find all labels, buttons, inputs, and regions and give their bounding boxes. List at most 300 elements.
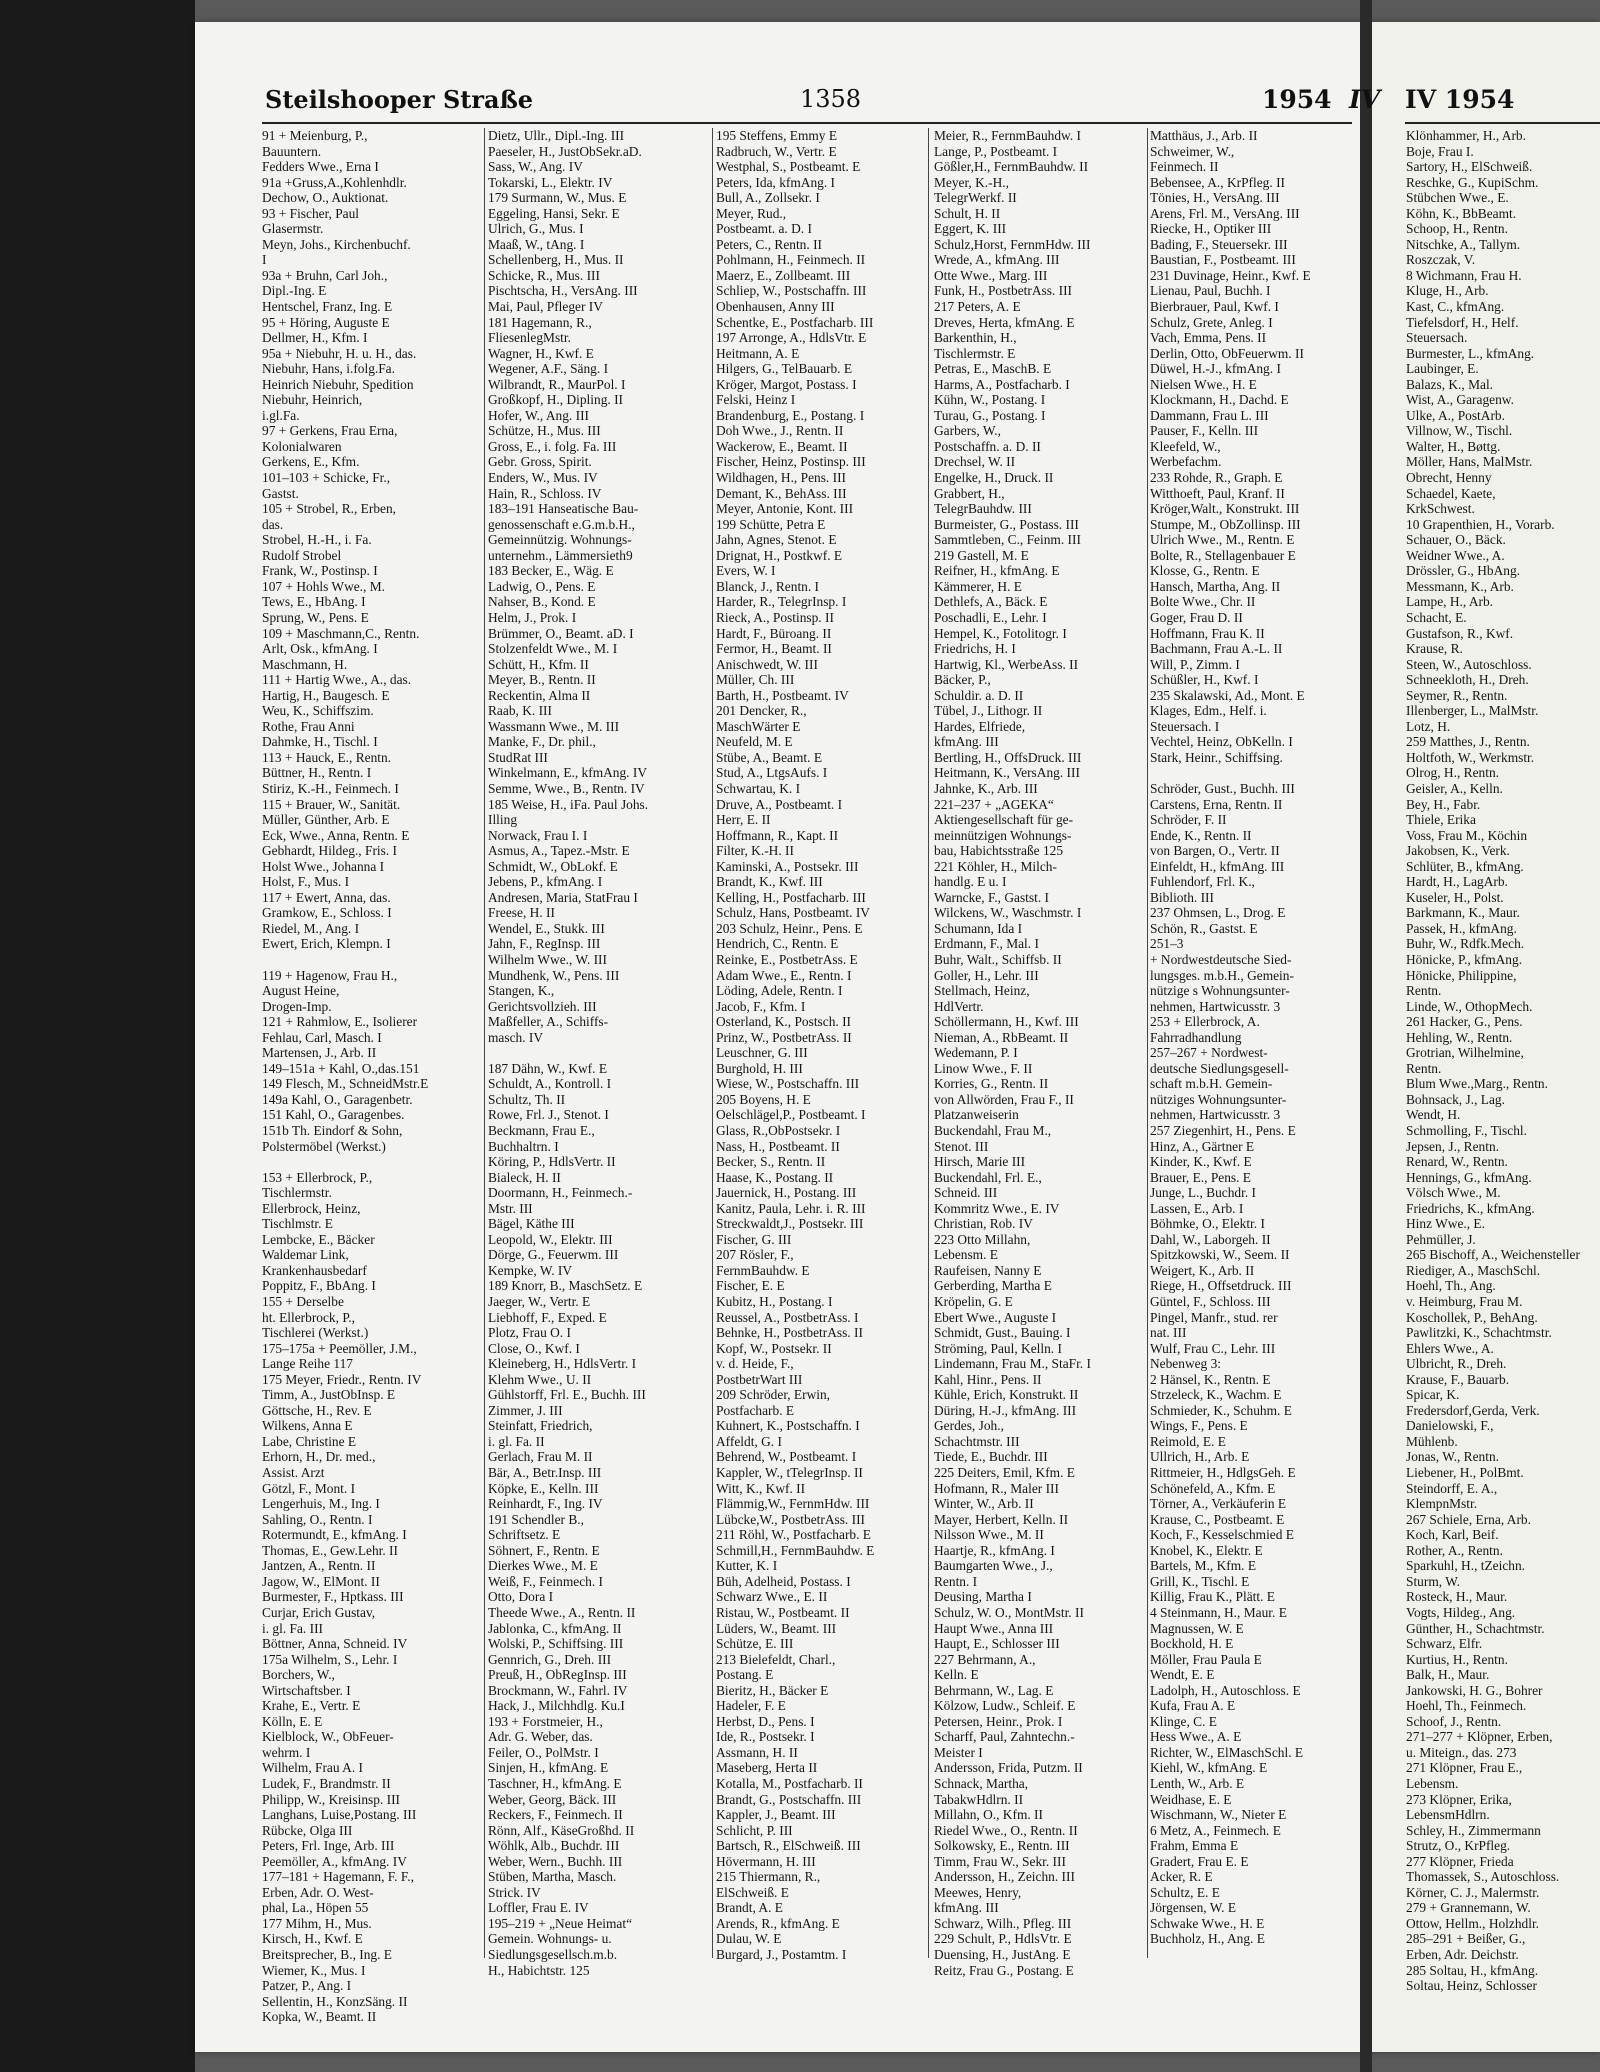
- directory-entry: Ladwig, O., Pens. E: [488, 578, 596, 594]
- directory-entry: Rother, A., Rentn.: [1406, 1542, 1503, 1558]
- directory-entry: 231 Duvinage, Heinr., Kwf. E: [1150, 267, 1311, 283]
- directory-entry: Löding, Adele, Rentn. I: [716, 983, 843, 999]
- directory-entry: Bertling, H., OffsDruck. III: [934, 749, 1082, 765]
- directory-entry: Herbst, D., Pens. I: [716, 1713, 815, 1729]
- directory-entry: Roszczak, V.: [1406, 252, 1476, 268]
- directory-entry: Kelln. E: [934, 1667, 979, 1683]
- directory-entry: Fahrradhandlung: [1150, 1029, 1242, 1045]
- directory-entry: Schulz, W. O., MontMstr. II: [934, 1604, 1084, 1620]
- directory-entry: Witthoeft, Paul, Kranf. II: [1150, 485, 1285, 501]
- directory-entry: 151b Th. Eindorf & Sohn,: [262, 1123, 403, 1138]
- directory-entry: KlempnMstr.: [1406, 1496, 1478, 1512]
- directory-entry: Drössler, G., HbAng.: [1406, 563, 1521, 579]
- directory-entry: Raab, K. III: [488, 703, 552, 719]
- year-label: 1954: [1262, 85, 1332, 114]
- directory-entry: Illing: [488, 812, 518, 828]
- directory-entry: Burghold, H. III: [716, 1060, 803, 1076]
- directory-entry: Wilkens, Anna E: [262, 1418, 353, 1434]
- directory-entry: FernmBauhdw. E: [716, 1262, 810, 1278]
- directory-entry: Hönicke, Philippine,: [1406, 967, 1517, 983]
- directory-entry: 121 + Rahmlow, E., Isolierer: [262, 1014, 418, 1030]
- directory-entry: Wilhelm Wwe., W. III: [488, 951, 607, 967]
- directory-entry: Feiler, O., PolMstr. I: [488, 1744, 599, 1760]
- directory-entry: Kurtius, H., Rentn.: [1406, 1651, 1508, 1667]
- directory-entry: Riedel Wwe., O., Rentn. II: [934, 1822, 1078, 1838]
- directory-entry: Rentn.: [1406, 983, 1442, 999]
- directory-entry: Düring, H.-J., kfmAng. III: [934, 1402, 1077, 1418]
- header-rule: [262, 122, 1352, 124]
- directory-entry: Tischlermstr. E: [934, 345, 1016, 361]
- adjacent-page-column: [1406, 128, 1600, 1994]
- directory-entry: Sinjen, H., kfmAng. E: [488, 1760, 609, 1776]
- directory-entry: Assist. Arzt: [262, 1465, 325, 1481]
- directory-entry: Rentn. I: [934, 1573, 978, 1589]
- directory-entry: Kopka, W., Beamt. II: [262, 2009, 377, 2025]
- directory-entry: Balazs, K., Mal.: [1406, 376, 1494, 392]
- directory-entry: Strutz, O., KrPfleg.: [1406, 1838, 1511, 1854]
- directory-entry: Rudolf Strobel: [262, 547, 342, 563]
- directory-entry: Leuschner, G. III: [716, 1045, 808, 1061]
- directory-entry: Wildhagen, H., Pens. III: [716, 470, 846, 486]
- directory-entry: Jantzen, A., Rentn. II: [262, 1558, 376, 1574]
- directory-entry: Brandt, A. E: [716, 1900, 783, 1916]
- directory-entry: Stübchen Wwe., E.: [1406, 190, 1509, 206]
- directory-entry: Drechsel, W. II: [934, 454, 1016, 470]
- directory-entry: Boje, Frau I.: [1406, 143, 1474, 159]
- directory-entry: Burgard, J., Postamtm. I: [716, 1946, 847, 1962]
- directory-entry: Goller, H., Lehr. III: [934, 967, 1039, 983]
- directory-entry: 105 + Strobel, R., Erben,: [262, 501, 397, 517]
- directory-entry: Weiß, F., Feinmech. I: [488, 1573, 603, 1589]
- directory-entry: Doormann, H., Feinmech.-: [488, 1185, 633, 1201]
- directory-entry: Niebuhr, Heinrich,: [262, 392, 363, 408]
- directory-entry: Burmeister, G., Postass. III: [934, 516, 1079, 532]
- directory-entry: Brümmer, O., Beamt. aD. I: [488, 625, 634, 641]
- directory-entry: Bolte Wwe., Chr. II: [1150, 594, 1256, 610]
- directory-entry: Nitschke, A., Tallym.: [1406, 236, 1521, 252]
- directory-entry: Bockhold, H. E: [1150, 1636, 1234, 1652]
- directory-entry: Heitmann, K., VersAng. III: [934, 765, 1080, 781]
- directory-entry: Reinhardt, F., Ing. IV: [488, 1496, 603, 1512]
- directory-entry: Kröger,Walt., Konstrukt. III: [1150, 501, 1300, 517]
- directory-entry: Bartsch, R., ElSchweiß. III: [716, 1838, 861, 1854]
- directory-entry: Mühlenb.: [1406, 1433, 1458, 1449]
- directory-entry: Winter, W., Arb. II: [934, 1496, 1034, 1512]
- directory-entry: Friedrichs, K., kfmAng.: [1406, 1200, 1535, 1216]
- directory-entry: Hentschel, Franz, Ing. E: [262, 299, 393, 315]
- directory-entry: Hehling, W., Rentn.: [1406, 1029, 1513, 1045]
- directory-entry: Arends, R., kfmAng. E: [716, 1915, 840, 1931]
- directory-entry: Kotalla, M., Postfacharb. II: [716, 1775, 863, 1791]
- directory-entry: Ehlers Wwe., A.: [1406, 1340, 1494, 1356]
- directory-entry: Winkelmann, E., kfmAng. IV: [488, 765, 648, 781]
- directory-entry: 259 Matthes, J., Rentn.: [1406, 734, 1530, 750]
- directory-entry: Timm, A., JustObInsp. E: [262, 1387, 396, 1403]
- directory-entry: Buhr, Walt., Schiffsb. II: [934, 951, 1062, 967]
- directory-entry: Brandt, K., Kwf. III: [716, 874, 823, 890]
- directory-entry: Jaeger, W., Vertr. E: [488, 1294, 591, 1310]
- directory-entry: Schoop, H., Rentn.: [1406, 221, 1508, 237]
- directory-entry: Adr. G. Weber, das.: [488, 1729, 593, 1745]
- directory-entry: Laubinger, E.: [1406, 361, 1479, 377]
- directory-entry: Hönicke, P., kfmAng.: [1406, 951, 1523, 967]
- directory-entry: Kölzow, Ludw., Schleif. E: [934, 1698, 1076, 1714]
- directory-entry: 193 + Forstmeier, H.,: [488, 1713, 603, 1729]
- directory-entry: 251–3: [1150, 936, 1184, 952]
- directory-entry: + Nordwestdeutsche Sied-: [1150, 951, 1292, 967]
- directory-entry: nütziges Wohnungsunter-: [1150, 1091, 1287, 1107]
- directory-entry: Schüßler, H., Kwf. I: [1150, 672, 1259, 688]
- directory-entry: Stiriz, K.-H., Feinmech. I: [262, 780, 399, 796]
- directory-entry: Reckers, F., Feinmech. II: [488, 1807, 623, 1823]
- directory-entry: Kopf, W., Postsekr. II: [716, 1340, 832, 1356]
- directory-entry: Borchers, W.,: [262, 1667, 335, 1683]
- directory-entry: Nilsson Wwe., M. II: [934, 1527, 1044, 1543]
- directory-entry: Schmill,H., FernmBauhdw. E: [716, 1542, 875, 1558]
- directory-entry: 195–219 + „Neue Heimat“: [488, 1915, 633, 1931]
- directory-entry: Reimold, E. E: [1150, 1433, 1226, 1449]
- directory-entry: Reinke, E., PostbetrAss. E: [716, 951, 858, 967]
- directory-entry: masch. IV: [488, 1029, 544, 1045]
- directory-entry: Krause, F., Bauarb.: [1406, 1371, 1510, 1387]
- directory-entry: Jonas, W., Rentn.: [1406, 1449, 1499, 1465]
- directory-entry: handlg. E u. I: [934, 874, 1007, 890]
- directory-entry: Lübcke,W., PostbetrAss. III: [716, 1511, 866, 1527]
- directory-entry: Olrog, H., Rentn.: [1406, 765, 1499, 781]
- directory-entry: Klönhammer, H., Arb.: [1406, 128, 1526, 143]
- directory-entry: Harms, A., Postfacharb. I: [934, 376, 1070, 392]
- directory-entry: Hoehl, Th., Ang.: [1406, 1278, 1496, 1294]
- directory-entry: Pehmüller, J.: [1406, 1231, 1476, 1247]
- directory-entry: 209 Schröder, Erwin,: [716, 1387, 831, 1403]
- directory-entry: Steuersach.: [1406, 330, 1468, 346]
- directory-entry: Plotz, Frau O. I: [488, 1325, 571, 1341]
- directory-entry: Ladolph, H., Autoschloss. E: [1150, 1682, 1301, 1698]
- directory-entry: 221–237 + „AGEKA“: [934, 796, 1054, 812]
- directory-entry: Behrmann, W., Lag. E: [934, 1682, 1054, 1698]
- directory-entry: Theede Wwe., A., Rentn. II: [488, 1604, 636, 1620]
- directory-entry: Tischlmstr. E: [262, 1216, 333, 1232]
- directory-entry: Sparkuhl, H., tZeichn.: [1406, 1558, 1526, 1574]
- directory-entry: Deusing, Martha I: [934, 1589, 1032, 1605]
- directory-entry: Biblioth. III: [1150, 889, 1214, 905]
- directory-entry: Hirsch, Marie III: [934, 1154, 1026, 1170]
- directory-entry: 183 Becker, E., Wäg. E: [488, 563, 614, 579]
- directory-entry: Timm, Frau W., Sekr. III: [934, 1853, 1066, 1869]
- directory-entry: Schoof, J., Rentn.: [1406, 1713, 1502, 1729]
- directory-entry: Dipl.-Ing. E: [262, 283, 327, 299]
- directory-entry: Holst Wwe., Johanna I: [262, 858, 385, 874]
- directory-entry: Rieck, A., Postinsp. II: [716, 609, 834, 625]
- directory-entry: Brandt, G., Postschaffn. III: [716, 1791, 862, 1807]
- directory-entry: Reussel, A., PostbetrAss. I: [716, 1309, 859, 1325]
- directory-entry: Christian, Rob. IV: [934, 1216, 1033, 1232]
- directory-entry: Rowe, Frl. J., Stenot. I: [488, 1107, 609, 1123]
- directory-entry: Dechow, O., Auktionat.: [262, 190, 389, 206]
- directory-entry: Preuß, H., ObRegInsp. III: [488, 1667, 627, 1683]
- directory-entry: 267 Schiele, Erna, Arb.: [1406, 1511, 1531, 1527]
- directory-entry: 187 Dähn, W., Kwf. E: [488, 1060, 608, 1076]
- directory-entry: 107 + Hohls Wwe., M.: [262, 578, 385, 594]
- directory-entry: Hilgers, G., TelBauarb. E: [716, 361, 853, 377]
- directory-entry: Lassen, E., Arb. I: [1150, 1200, 1244, 1216]
- directory-entry: Prinz, W., PostbetrAss. II: [716, 1029, 852, 1045]
- directory-entry: Riege, H., Offsetdruck. III: [1150, 1278, 1292, 1294]
- directory-entry: deutsche Siedlungsgesell-: [1150, 1060, 1289, 1076]
- directory-entry: Jebens, P., kfmAng. I: [488, 874, 603, 890]
- directory-entry: Meewes, Henry,: [934, 1884, 1022, 1900]
- directory-entry: 285 Soltau, H., kfmAng.: [1406, 1962, 1539, 1978]
- directory-entry: 279 + Grannemann, W.: [1406, 1900, 1531, 1916]
- directory-entry: Lotz, H.: [1406, 718, 1451, 734]
- directory-entry: Tischlerei (Werkst.): [262, 1325, 369, 1341]
- directory-entry: Philipp, W., Kreisinsp. III: [262, 1791, 400, 1807]
- directory-entry: Günther, H., Schachtmstr.: [1406, 1620, 1545, 1636]
- directory-entry: Schuldir. a. D. II: [934, 687, 1024, 703]
- directory-entry: Walter, H., Bøttg.: [1406, 438, 1501, 454]
- directory-entry: [262, 1154, 480, 1170]
- directory-entry: Heitmann, A. E: [716, 345, 800, 361]
- directory-entry: Bey, H., Fabr.: [1406, 796, 1481, 812]
- directory-entry: Dörge, G., Feuerwm. III: [488, 1247, 619, 1263]
- directory-entry: Hempel, K., Fotolitogr. I: [934, 625, 1067, 641]
- directory-entry: Labe, Christine E: [262, 1433, 357, 1449]
- directory-entry: Böhmke, O., Elektr. I: [1150, 1216, 1265, 1232]
- directory-entry: Gross, E., i. folg. Fa. III: [488, 438, 617, 454]
- directory-entry: 6 Metz, A., Feinmech. E: [1150, 1822, 1281, 1838]
- directory-entry: 191 Schendler B.,: [488, 1511, 584, 1527]
- directory-entry: 97 + Gerkens, Frau Erna,: [262, 423, 398, 439]
- directory-entry: Kast, C., kfmAng.: [1406, 299, 1505, 315]
- directory-entry: Krause, R.: [1406, 641, 1463, 657]
- directory-entry: Hinz, A., Gärtner E: [1150, 1138, 1255, 1154]
- directory-entry: Close, O., Kwf. I: [488, 1340, 580, 1356]
- directory-entry: Gramkow, E., Schloss. I: [262, 905, 392, 921]
- directory-entry: Langhans, Luise,Postang. III: [262, 1807, 417, 1823]
- directory-entry: Obenhausen, Anny III: [716, 299, 835, 315]
- directory-entry: 113 + Hauck, E., Rentn.: [262, 749, 392, 765]
- directory-entry: Richter, W., ElMaschSchl. E: [1150, 1744, 1304, 1760]
- directory-entry: Andersson, Frida, Putzm. II: [934, 1760, 1083, 1776]
- directory-entry: Stark, Heinr., Schiffsing.: [1150, 749, 1283, 765]
- directory-entry: Postschaffn. a. D. II: [934, 438, 1041, 454]
- directory-entry: Stumpe, M., ObZollinsp. III: [1150, 516, 1301, 532]
- directory-entry: Hoffmann, R., Kapt. II: [716, 827, 839, 843]
- directory-entry: Platzanweiserin: [934, 1107, 1019, 1123]
- directory-entry: Stübe, A., Beamt. E: [716, 749, 822, 765]
- directory-entry: Schley, H., Zimmermann: [1406, 1822, 1541, 1838]
- directory-entry: 195 Steffens, Emmy E: [716, 128, 837, 143]
- directory-entry: Gebhardt, Hildeg., Fris. I: [262, 843, 397, 859]
- directory-entry: Wiemer, K., Mus. I: [262, 1962, 366, 1978]
- directory-entry: 213 Bielefeldt, Charl.,: [716, 1651, 836, 1667]
- street-heading: Steilshooper Straße: [265, 85, 534, 114]
- directory-entry: Stellmach, Heinz,: [934, 983, 1030, 999]
- directory-entry: Rittmeier, H., HdlgsGeh. E: [1150, 1465, 1296, 1481]
- directory-entry: Dammann, Frau L. III: [1150, 407, 1269, 423]
- directory-entry: Brockmann, W., Fahrl. IV: [488, 1682, 628, 1698]
- directory-entry: Maseberg, Herta II: [716, 1760, 818, 1776]
- directory-entry: 2 Hänsel, K., Rentn. E: [1150, 1371, 1271, 1387]
- directory-entry: Strzeleck, K., Wachm. E: [1150, 1387, 1282, 1403]
- directory-entry: Matthäus, J., Arb. II: [1150, 128, 1258, 143]
- directory-entry: Rotermundt, E., kfmAng. I: [262, 1527, 407, 1543]
- directory-entry: Buchholz, H., Ang. E: [1150, 1931, 1265, 1947]
- directory-entry: Schlüter, B., kfmAng.: [1406, 858, 1524, 874]
- directory-entry: Nieman, A., RbBeamt. II: [934, 1029, 1069, 1045]
- directory-entry: Dreves, Herta, kfmAng. E: [934, 314, 1075, 330]
- directory-entry: Schneid. III: [934, 1185, 998, 1201]
- directory-entry: Messmann, K., Arb.: [1406, 578, 1514, 594]
- directory-entry: Hack, J., Milchhdlg. Ku.I: [488, 1698, 625, 1714]
- directory-entry: Junge, L., Buchdr. I: [1150, 1185, 1256, 1201]
- directory-entry: Fischer, Heinz, Postinsp. III: [716, 454, 866, 470]
- directory-entry: Gustafson, R., Kwf.: [1406, 625, 1514, 641]
- directory-entry: Bägel, Käthe III: [488, 1216, 575, 1232]
- directory-entry: Weber, Georg, Bäck. III: [488, 1791, 617, 1807]
- directory-entry: Kelling, H., Postfacharb. III: [716, 889, 866, 905]
- directory-entry: Scharff, Paul, Zahntechn.-: [934, 1729, 1075, 1745]
- directory-entry: Jörgensen, W. E: [1150, 1900, 1237, 1916]
- directory-entry: lungsges. m.b.H., Gemein-: [1150, 967, 1294, 983]
- directory-entry: Schneekloth, H., Dreh.: [1406, 672, 1529, 688]
- directory-entry: Drignat, H., Postkwf. E: [716, 547, 843, 563]
- directory-entry: Kolonialwaren: [262, 438, 342, 454]
- directory-entry: 201 Dencker, R.,: [716, 703, 807, 719]
- directory-entry: Steen, W., Autoschloss.: [1406, 656, 1532, 672]
- directory-entry: Korries, G., Rentn. II: [934, 1076, 1049, 1092]
- directory-entry: Bohnsack, J., Lag.: [1406, 1091, 1505, 1107]
- directory-entry: Lengerhuis, M., Ing. I: [262, 1496, 380, 1512]
- directory-entry: 177–181 + Hagemann, F. F.,: [262, 1869, 414, 1885]
- directory-entry: Hartig, H., Baugesch. E: [262, 687, 390, 703]
- directory-entry: 10 Grapenthien, H., Vorarb.: [1406, 516, 1555, 532]
- directory-entry: 261 Hacker, G., Pens.: [1406, 1014, 1523, 1030]
- directory-entry: Kanitz, Paula, Lehr. i. R. III: [716, 1200, 866, 1216]
- directory-entry: 8 Wichmann, Frau H.: [1406, 267, 1522, 283]
- district-label: IV: [1349, 85, 1381, 114]
- directory-entry: 271 Klöpner, Frau E.,: [1406, 1760, 1523, 1776]
- directory-entry: Maschmann, H.: [262, 656, 348, 672]
- directory-entry: Pawlitzki, K., Schachtmstr.: [1406, 1325, 1552, 1341]
- directory-entry: 219 Gastell, M. E: [934, 547, 1029, 563]
- directory-entry: Liebhoff, F., Exped. E: [488, 1309, 607, 1325]
- directory-entry: KrkSchwest.: [1406, 501, 1475, 517]
- directory-entry: Petras, E., MaschB. E: [934, 361, 1052, 377]
- directory-entry: Meyn, Johs., Kirchenbuchf.: [262, 236, 411, 252]
- directory-entry: Grabbert, H.,: [934, 485, 1005, 501]
- directory-entry: Warncke, F., Gastst. I: [934, 889, 1049, 905]
- directory-entry: Friedrichs, H. I: [934, 641, 1016, 657]
- directory-entry: Ebert Wwe., Auguste I: [934, 1309, 1057, 1325]
- directory-entry: Evers, W. I: [716, 563, 776, 579]
- directory-entry: 257–267 + Nordwest-: [1150, 1045, 1268, 1061]
- directory-entry: Bachmann, Frau A.-L. II: [1150, 641, 1283, 657]
- directory-entry: Wedemann, P. I: [934, 1045, 1018, 1061]
- directory-entry: Kutter, K. I: [716, 1558, 778, 1574]
- directory-entry: Schröder, Gust., Buchh. III: [1150, 780, 1295, 796]
- directory-entry: Sahling, O., Rentn. I: [262, 1511, 373, 1527]
- directory-entry: 207 Rösler, F.,: [716, 1247, 794, 1263]
- directory-entry: Haupt Wwe., Anna III: [934, 1620, 1054, 1636]
- directory-entry: Kuhnert, K., Postschaffn. I: [716, 1418, 860, 1434]
- directory-entry: Lebensm. E: [934, 1247, 998, 1263]
- directory-entry: Düwel, H.-J., kfmAng. I: [1150, 361, 1281, 377]
- directory-entry: Balk, H., Maur.: [1406, 1667, 1490, 1683]
- directory-entry: Sprung, W., Pens. E: [262, 609, 369, 625]
- directory-entry: Riecke, H., Optiker III: [1150, 221, 1272, 237]
- directory-entry: Killig, Frau K., Plätt. E: [1150, 1589, 1275, 1605]
- directory-entry: 95a + Niebuhr, H. u. H., das.: [262, 345, 417, 361]
- directory-entry: Fredersdorf,Gerda, Verk.: [1406, 1402, 1540, 1418]
- directory-entry: Schellenberg, H., Mus. II: [488, 252, 624, 268]
- directory-entry: Strobel, H.-H., i. Fa.: [262, 532, 372, 548]
- directory-entry: Reckentin, Alma II: [488, 687, 591, 703]
- directory-entry: Helm, J., Prok. I: [488, 609, 577, 625]
- directory-entry: Schumann, Ida I: [934, 920, 1023, 936]
- directory-entry: Weigert, K., Arb. II: [1150, 1262, 1255, 1278]
- directory-entry: Kühle, Erich, Konstrukt. II: [934, 1387, 1079, 1403]
- directory-entry: Bialeck, H. II: [488, 1169, 561, 1185]
- directory-entry: 149 Flesch, M., SchneidMstr.E: [262, 1076, 429, 1092]
- directory-entry: Oelschlägel,P., Postbeamt. I: [716, 1107, 866, 1123]
- directory-entry: 215 Thiermann, R.,: [716, 1869, 821, 1885]
- directory-entry: Thiele, Erika: [1406, 812, 1476, 828]
- directory-entry: Tönies, H., VersAng. III: [1150, 190, 1280, 206]
- directory-entry: Wendt, H.: [1406, 1107, 1461, 1123]
- directory-entry: Lebensm.: [1406, 1775, 1459, 1791]
- directory-entry: Bartels, M., Kfm. E: [1150, 1558, 1256, 1574]
- column-divider: [928, 128, 929, 1958]
- directory-entry: Soltau, Heinz, Schlosser: [1406, 1978, 1537, 1994]
- directory-entry: Köhn, K., BbBeamt.: [1406, 205, 1517, 221]
- directory-entry: Gastst.: [262, 485, 299, 501]
- directory-entry: Jauernick, H., Postang. III: [716, 1185, 857, 1201]
- directory-entry: Ulbricht, R., Dreh.: [1406, 1356, 1507, 1372]
- directory-entry: Jakobsen, K., Verk.: [1406, 843, 1510, 859]
- directory-entry: Baustian, F., Postbeamt. III: [1150, 252, 1296, 268]
- directory-entry: Schwake Wwe., H. E: [1150, 1915, 1265, 1931]
- directory-entry: 273 Klöpner, Erika,: [1406, 1791, 1512, 1807]
- directory-entry: Patzer, P., Ang. I: [262, 1978, 352, 1994]
- directory-entry: Feinmech. II: [1150, 159, 1219, 175]
- directory-entry: Lampe, H., Arb.: [1406, 594, 1494, 610]
- directory-entry: 203 Schulz, Heinr., Pens. E: [716, 920, 863, 936]
- directory-entry: Burmester, L., kfmAng.: [1406, 345, 1535, 361]
- directory-entry: Schultz, Th. II: [488, 1091, 566, 1107]
- directory-entry: LebensmHdlrn.: [1406, 1807, 1490, 1823]
- directory-entry: Stud, A., LtgsAufs. I: [716, 765, 828, 781]
- directory-entry: Buhr, W., Rdfk.Mech.: [1406, 936, 1525, 952]
- directory-entry: 175–175a + Peemöller, J.M.,: [262, 1340, 417, 1356]
- directory-entry: Klosse, G., Rentn. E: [1150, 563, 1260, 579]
- directory-entry: Jahn, Agnes, Stenot. E: [716, 532, 837, 548]
- directory-entry: 179 Surmann, W., Mus. E: [488, 190, 627, 206]
- directory-entry: Assmann, H. II: [716, 1744, 798, 1760]
- directory-entry: 149a Kahl, O., Garagenbetr.: [262, 1091, 413, 1107]
- directory-entry: Klinge, C. E: [1150, 1713, 1217, 1729]
- directory-entry: Kuseler, H., Polst.: [1406, 889, 1504, 905]
- directory-entry: Wassmann Wwe., M. III: [488, 718, 620, 734]
- directory-entry: 175 Meyer, Friedr., Rentn. IV: [262, 1371, 422, 1387]
- directory-entry: Martensen, J., Arb. II: [262, 1045, 377, 1061]
- directory-entry: Schachtmstr. III: [934, 1433, 1020, 1449]
- directory-entry: Postang. E: [716, 1667, 774, 1683]
- directory-entry: 225 Deiters, Emil, Kfm. E: [934, 1465, 1075, 1481]
- directory-entry: 95 + Höring, Auguste E: [262, 314, 390, 330]
- directory-entry: Garbers, W.,: [934, 423, 1001, 439]
- directory-entry: Hain, R., Schloss. IV: [488, 485, 602, 501]
